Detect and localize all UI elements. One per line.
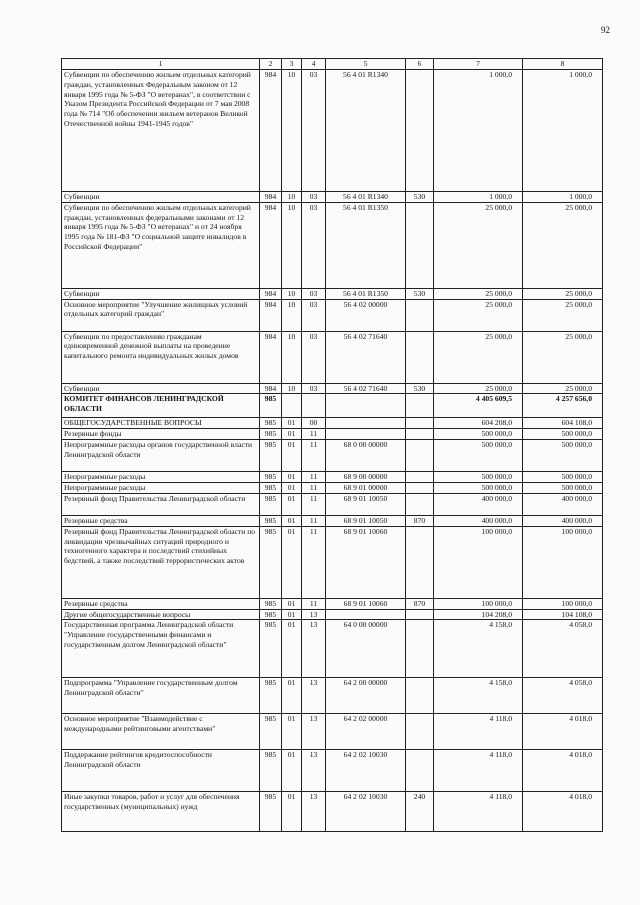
row-ministry-code: 985 [260, 609, 282, 620]
row-section-code: 01 [282, 620, 302, 678]
row-subsection-code: 11 [302, 598, 326, 609]
table-row [62, 394, 603, 418]
row-expense-type [406, 429, 434, 440]
table-row [62, 598, 603, 609]
row-amount-year1: 4 118,0 [434, 750, 523, 792]
row-section-code: 01 [282, 792, 302, 832]
row-description: Резервный фонд Правительства Ленинградской области по ликвидации чрезвычайных ситуаций природного и техногенного характера и последствий стихийных бедствий, а также последствий террористических актов [62, 526, 260, 598]
row-subsection-code: 13 [302, 714, 326, 750]
header-cell: 5 [326, 59, 406, 70]
header-cell: 6 [406, 59, 434, 70]
row-section-code: 01 [282, 472, 302, 483]
row-description: Непрограммные расходы [62, 483, 260, 494]
table-row [62, 202, 603, 288]
row-amount-year2: 25 000,0 [523, 202, 603, 288]
row-section-code: 01 [282, 418, 302, 429]
table-row [62, 750, 603, 792]
row-target-article: 56 4 02 71640 [326, 331, 406, 383]
row-description: КОМИТЕТ ФИНАНСОВ ЛЕНИНГРАДСКОЙ ОБЛАСТИ [62, 394, 260, 418]
row-target-article: 56 4 01 R1340 [326, 69, 406, 191]
row-target-article: 68 9 01 10060 [326, 598, 406, 609]
row-amount-year1: 25 000,0 [434, 331, 523, 383]
row-subsection-code: 03 [302, 331, 326, 383]
header-cell: 8 [523, 59, 603, 70]
row-amount-year1: 4 158,0 [434, 678, 523, 714]
row-expense-type [406, 472, 434, 483]
row-section-code: 01 [282, 598, 302, 609]
budget-table [61, 58, 603, 832]
table-row [62, 609, 603, 620]
table-row [62, 299, 603, 331]
row-amount-year1: 100 000,0 [434, 526, 523, 598]
row-section-code: 10 [282, 299, 302, 331]
row-section-code: 10 [282, 69, 302, 191]
row-subsection-code: 03 [302, 69, 326, 191]
row-subsection-code: 11 [302, 440, 326, 472]
row-expense-type: 530 [406, 288, 434, 299]
row-amount-year2: 4 018,0 [523, 792, 603, 832]
row-amount-year2: 500 000,0 [523, 440, 603, 472]
row-amount-year2: 4 058,0 [523, 620, 603, 678]
table-row [62, 493, 603, 515]
row-target-article: 56 4 01 R1340 [326, 191, 406, 202]
row-amount-year1: 4 405 609,5 [434, 394, 523, 418]
row-amount-year1: 100 000,0 [434, 598, 523, 609]
row-target-article [326, 418, 406, 429]
row-target-article: 56 4 02 71640 [326, 383, 406, 394]
row-expense-type [406, 299, 434, 331]
row-target-article [326, 609, 406, 620]
row-section-code: 01 [282, 678, 302, 714]
row-section-code: 10 [282, 383, 302, 394]
header-cell: 3 [282, 59, 302, 70]
row-amount-year2: 500 000,0 [523, 429, 603, 440]
table-row [62, 792, 603, 832]
row-subsection-code: 13 [302, 750, 326, 792]
table-row [62, 418, 603, 429]
row-ministry-code: 985 [260, 620, 282, 678]
row-expense-type [406, 678, 434, 714]
row-section-code: 10 [282, 288, 302, 299]
table-row [62, 678, 603, 714]
header-cell: 1 [62, 59, 260, 70]
row-ministry-code: 984 [260, 202, 282, 288]
row-description: Непрограммные расходы [62, 472, 260, 483]
row-amount-year2: 1 000,0 [523, 69, 603, 191]
row-amount-year2: 4 018,0 [523, 750, 603, 792]
row-expense-type [406, 440, 434, 472]
row-amount-year1: 4 158,0 [434, 620, 523, 678]
row-description: Субвенции по обеспечению жильем отдельных категорий граждан, установленных федеральными законами от 12 января 1995 года № 5-ФЗ "О ветеранах" и от 24 ноября 1995 года № 181-ФЗ "О социальной защите инвалидов в Российской Федерации" [62, 202, 260, 288]
row-amount-year1: 104 208,0 [434, 609, 523, 620]
row-amount-year2: 604 108,0 [523, 418, 603, 429]
row-description: Резервный фонд Правительства Ленинградской области [62, 493, 260, 515]
row-description: Субвенции [62, 288, 260, 299]
row-target-article: 68 9 01 00000 [326, 483, 406, 494]
row-subsection-code: 03 [302, 383, 326, 394]
table-row [62, 288, 603, 299]
row-ministry-code: 984 [260, 299, 282, 331]
row-description: Резервные средства [62, 598, 260, 609]
row-amount-year2: 400 000,0 [523, 515, 603, 526]
row-subsection-code: 13 [302, 609, 326, 620]
row-amount-year2: 4 257 656,0 [523, 394, 603, 418]
row-description: Подпрограмма "Управление государственным долгом Ленинградской области" [62, 678, 260, 714]
row-target-article: 56 4 01 R1350 [326, 202, 406, 288]
row-amount-year2: 100 000,0 [523, 526, 603, 598]
row-amount-year1: 25 000,0 [434, 202, 523, 288]
row-target-article: 64 2 02 10030 [326, 792, 406, 832]
row-target-article: 68 9 00 00000 [326, 472, 406, 483]
table-row [62, 483, 603, 494]
row-section-code: 01 [282, 714, 302, 750]
row-subsection-code: 11 [302, 515, 326, 526]
row-amount-year2: 100 000,0 [523, 598, 603, 609]
row-expense-type [406, 493, 434, 515]
row-ministry-code: 985 [260, 472, 282, 483]
row-expense-type [406, 418, 434, 429]
table-row [62, 714, 603, 750]
row-subsection-code: 03 [302, 299, 326, 331]
row-ministry-code: 985 [260, 515, 282, 526]
row-amount-year1: 500 000,0 [434, 429, 523, 440]
row-ministry-code: 984 [260, 69, 282, 191]
row-description: ОБЩЕГОСУДАРСТВЕННЫЕ ВОПРОСЫ [62, 418, 260, 429]
row-subsection-code: 03 [302, 202, 326, 288]
row-amount-year1: 1 000,0 [434, 191, 523, 202]
row-subsection-code: 11 [302, 526, 326, 598]
row-amount-year2: 1 000,0 [523, 191, 603, 202]
row-subsection-code: 13 [302, 620, 326, 678]
row-subsection-code: 00 [302, 418, 326, 429]
row-amount-year1: 400 000,0 [434, 515, 523, 526]
row-target-article [326, 394, 406, 418]
row-amount-year2: 25 000,0 [523, 299, 603, 331]
row-ministry-code: 985 [260, 429, 282, 440]
row-expense-type: 870 [406, 598, 434, 609]
row-description: Другие общегосударственные вопросы [62, 609, 260, 620]
row-target-article: 64 2 02 10030 [326, 750, 406, 792]
row-section-code: 01 [282, 493, 302, 515]
row-subsection-code: 11 [302, 483, 326, 494]
header-cell: 7 [434, 59, 523, 70]
row-description: Резервные фонды [62, 429, 260, 440]
row-target-article: 64 2 00 00000 [326, 678, 406, 714]
row-expense-type: 530 [406, 383, 434, 394]
row-amount-year1: 25 000,0 [434, 383, 523, 394]
row-section-code: 01 [282, 440, 302, 472]
row-expense-type: 530 [406, 191, 434, 202]
row-description: Непрограммные расходы органов государственной власти Ленинградской области [62, 440, 260, 472]
row-description: Субвенции по предоставлению гражданам единовременной денежной выплаты на проведение капитального ремонта индивидуальных жилых домов [62, 331, 260, 383]
row-expense-type [406, 714, 434, 750]
row-section-code: 01 [282, 750, 302, 792]
table-row [62, 472, 603, 483]
row-ministry-code: 985 [260, 678, 282, 714]
row-description: Государственная программа Ленинградской области "Управление государственными финансами и государственным долгом Ленинградской области" [62, 620, 260, 678]
row-amount-year2: 500 000,0 [523, 483, 603, 494]
row-ministry-code: 984 [260, 191, 282, 202]
row-subsection-code [302, 394, 326, 418]
row-description: Поддержание рейтингов кредитоспособности Ленинградской области [62, 750, 260, 792]
row-section-code: 01 [282, 609, 302, 620]
row-expense-type [406, 331, 434, 383]
row-expense-type [406, 620, 434, 678]
table-row [62, 515, 603, 526]
row-target-article [326, 429, 406, 440]
row-expense-type: 870 [406, 515, 434, 526]
row-target-article: 64 2 02 00000 [326, 714, 406, 750]
row-ministry-code: 985 [260, 750, 282, 792]
row-ministry-code: 985 [260, 483, 282, 494]
row-subsection-code: 13 [302, 792, 326, 832]
row-description: Иные закупки товаров, работ и услуг для обеспечения государственных (муниципальных) нужд [62, 792, 260, 832]
table-row [62, 526, 603, 598]
row-description: Резервные средства [62, 515, 260, 526]
row-expense-type [406, 609, 434, 620]
row-ministry-code: 985 [260, 714, 282, 750]
row-amount-year2: 104 108,0 [523, 609, 603, 620]
row-ministry-code: 985 [260, 493, 282, 515]
row-target-article: 56 4 02 00000 [326, 299, 406, 331]
header-cell: 4 [302, 59, 326, 70]
row-description: Субвенции [62, 383, 260, 394]
row-target-article: 68 9 01 10050 [326, 493, 406, 515]
row-expense-type [406, 394, 434, 418]
row-ministry-code: 985 [260, 598, 282, 609]
table-row [62, 440, 603, 472]
row-target-article: 68 9 01 10060 [326, 526, 406, 598]
row-section-code: 01 [282, 515, 302, 526]
row-expense-type [406, 483, 434, 494]
row-amount-year1: 500 000,0 [434, 440, 523, 472]
row-target-article: 68 0 00 00000 [326, 440, 406, 472]
row-amount-year1: 25 000,0 [434, 288, 523, 299]
row-section-code: 10 [282, 331, 302, 383]
row-amount-year1: 4 118,0 [434, 792, 523, 832]
header-cell: 2 [260, 59, 282, 70]
row-section-code: 01 [282, 483, 302, 494]
row-expense-type [406, 69, 434, 191]
page-number: 92 [601, 25, 610, 35]
row-amount-year2: 4 058,0 [523, 678, 603, 714]
row-subsection-code: 11 [302, 472, 326, 483]
row-amount-year2: 400 000,0 [523, 493, 603, 515]
row-ministry-code: 985 [260, 526, 282, 598]
row-description: Субвенции по обеспечению жильем отдельных категорий граждан, установленных Федеральным законом от 12 января 1995 года № 5-ФЗ "О ветеранах", в соответствии с Указом Президента Российской Федерации от 7 мая 2008 года № 714 "Об обеспечении жильем ветеранов Великой Отечественной войны 1941-1945 годов" [62, 69, 260, 191]
row-amount-year1: 1 000,0 [434, 69, 523, 191]
row-expense-type [406, 750, 434, 792]
row-ministry-code: 985 [260, 792, 282, 832]
row-description: Субвенции [62, 191, 260, 202]
row-ministry-code: 984 [260, 288, 282, 299]
row-target-article: 68 9 01 10050 [326, 515, 406, 526]
row-description: Основное мероприятие "Улучшение жилищных условий отдельных категорий граждан" [62, 299, 260, 331]
row-target-article: 56 4 01 R1350 [326, 288, 406, 299]
row-amount-year1: 4 118,0 [434, 714, 523, 750]
row-description: Основное мероприятие "Взаимодействие с международными рейтинговыми агентствами" [62, 714, 260, 750]
row-subsection-code: 03 [302, 191, 326, 202]
row-amount-year1: 604 208,0 [434, 418, 523, 429]
table-row [62, 191, 603, 202]
row-section-code: 01 [282, 526, 302, 598]
row-expense-type: 240 [406, 792, 434, 832]
row-expense-type [406, 526, 434, 598]
row-subsection-code: 11 [302, 493, 326, 515]
table-row [62, 383, 603, 394]
row-amount-year2: 25 000,0 [523, 288, 603, 299]
row-section-code: 10 [282, 191, 302, 202]
row-ministry-code: 984 [260, 383, 282, 394]
table-row [62, 620, 603, 678]
row-subsection-code: 13 [302, 678, 326, 714]
row-amount-year1: 500 000,0 [434, 472, 523, 483]
table-row [62, 331, 603, 383]
row-target-article: 64 0 00 00000 [326, 620, 406, 678]
row-subsection-code: 11 [302, 429, 326, 440]
row-section-code: 01 [282, 429, 302, 440]
row-ministry-code: 985 [260, 394, 282, 418]
table-header-row [62, 59, 603, 70]
row-ministry-code: 985 [260, 440, 282, 472]
row-amount-year1: 500 000,0 [434, 483, 523, 494]
row-amount-year1: 25 000,0 [434, 299, 523, 331]
row-amount-year2: 4 018,0 [523, 714, 603, 750]
row-ministry-code: 985 [260, 418, 282, 429]
table-row [62, 69, 603, 191]
row-amount-year2: 25 000,0 [523, 331, 603, 383]
row-ministry-code: 984 [260, 331, 282, 383]
row-amount-year2: 25 000,0 [523, 383, 603, 394]
row-amount-year1: 400 000,0 [434, 493, 523, 515]
row-section-code: 10 [282, 202, 302, 288]
row-section-code [282, 394, 302, 418]
row-subsection-code: 03 [302, 288, 326, 299]
table-row [62, 429, 603, 440]
row-amount-year2: 500 000,0 [523, 472, 603, 483]
row-expense-type [406, 202, 434, 288]
